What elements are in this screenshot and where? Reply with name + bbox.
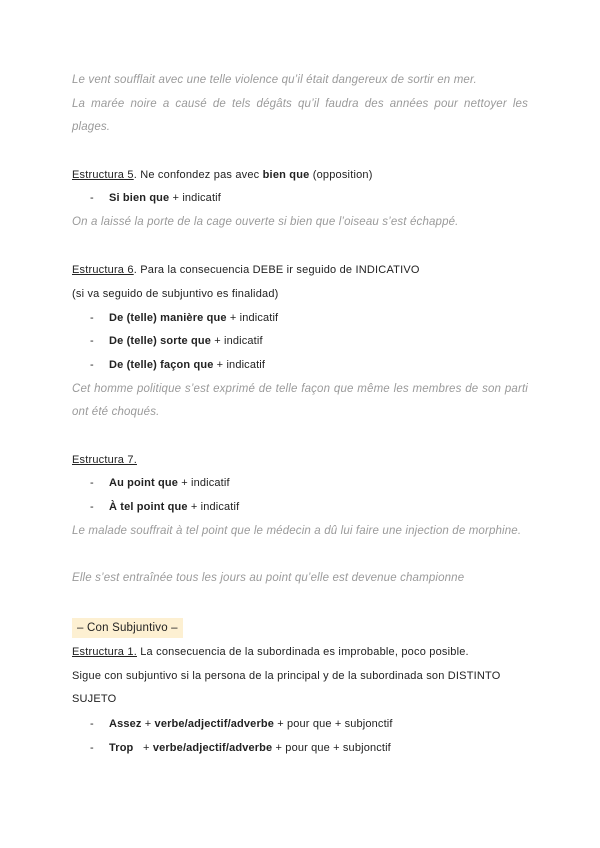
- list-item: - À tel point que + indicatif: [90, 501, 240, 513]
- section-text: . Para la consecuencia DEBE ir seguido de INDICATIVO: [133, 264, 420, 276]
- item-rest: + indicatif: [213, 359, 266, 371]
- item-term: verbe/adjectif/adverbe: [154, 718, 275, 730]
- item-rest: + indicatif: [226, 312, 279, 324]
- list-item: - Si bien que + indicatif: [90, 192, 221, 204]
- section-text: (opposition): [309, 169, 373, 181]
- item-term: À tel point que: [109, 501, 188, 513]
- section-text: La consecuencia de la subordinada es improbable, poco posible.: [136, 646, 469, 658]
- item-rest: + indicatif: [169, 192, 221, 204]
- list-item: - De (telle) sorte que + indicatif: [90, 335, 263, 347]
- section-bold-term: bien que: [262, 169, 310, 181]
- item-rest: + pour que + subjonctif: [274, 718, 393, 730]
- list-item: - Trop + verbe/adjectif/adverbe + pour que + subjonctif: [90, 742, 391, 754]
- item-term: Assez: [109, 718, 142, 730]
- item-term: De (telle) manière que: [109, 312, 227, 324]
- section-note: (si va seguido de subjuntivo es finalidad): [72, 288, 279, 300]
- section-text: . Ne confondez pas avec: [133, 169, 263, 181]
- section-heading-estructura-6: [72, 259, 528, 282]
- item-term: De (telle) sorte que: [109, 335, 212, 347]
- item-plus: +: [133, 742, 153, 754]
- example-sentence: On a laissé la porte de la cage ouverte si bien que l’oiseau s’est échappé.: [72, 216, 459, 228]
- item-term: verbe/adjectif/adverbe: [152, 742, 273, 754]
- list-item: - De (telle) façon que + indicatif: [90, 359, 266, 371]
- section-heading-estructura-1: [72, 641, 528, 664]
- item-rest: + indicatif: [211, 335, 263, 347]
- section-heading-estructura-7: [72, 449, 528, 472]
- example-sentence: Cet homme politique s’est exprimé de telle façon que même les membres de son parti ont été choqués.: [72, 383, 528, 418]
- item-term: Trop: [109, 742, 134, 754]
- section-heading-estructura-5: [72, 164, 528, 187]
- section-label: Estructura 7.: [72, 454, 137, 466]
- example-sentence: Le vent soufflait avec une telle violence qu’il était dangereux de sortir en mer.: [72, 74, 477, 86]
- item-rest: + indicatif: [178, 477, 230, 489]
- list-item: - Au point que + indicatif: [90, 477, 230, 489]
- list-item: - De (telle) manière que + indicatif: [90, 312, 279, 324]
- item-rest: + pour que + subjonctif: [272, 742, 391, 754]
- item-rest: + indicatif: [187, 501, 240, 513]
- example-sentence: Elle s’est entraînée tous les jours au point qu’elle est devenue championne: [72, 572, 465, 584]
- list-item: - Assez + verbe/adjectif/adverbe + pour que + subjonctif: [90, 718, 393, 730]
- item-term: Au point que: [109, 477, 179, 489]
- section-note: Sigue con subjuntivo si la persona de la principal y de la subordinada son DISTINTO SUJETO: [72, 670, 501, 705]
- example-sentence: La marée noire a causé de tels dégâts qu’il faudra des années pour nettoyer les plages.: [72, 98, 528, 133]
- example-sentence: Le malade souffrait à tel point que le médecin a dû lui faire une injection de morphine.: [72, 525, 522, 537]
- item-term: Si bien que: [109, 192, 170, 204]
- item-term: De (telle) façon que: [109, 359, 214, 371]
- section-badge-subjuntivo: – Con Subjuntivo –: [72, 618, 183, 638]
- item-plus: +: [141, 718, 155, 730]
- section-label: Estructura 5: [72, 169, 134, 181]
- section-label: Estructura 1.: [72, 646, 137, 658]
- section-label: Estructura 6: [72, 264, 134, 276]
